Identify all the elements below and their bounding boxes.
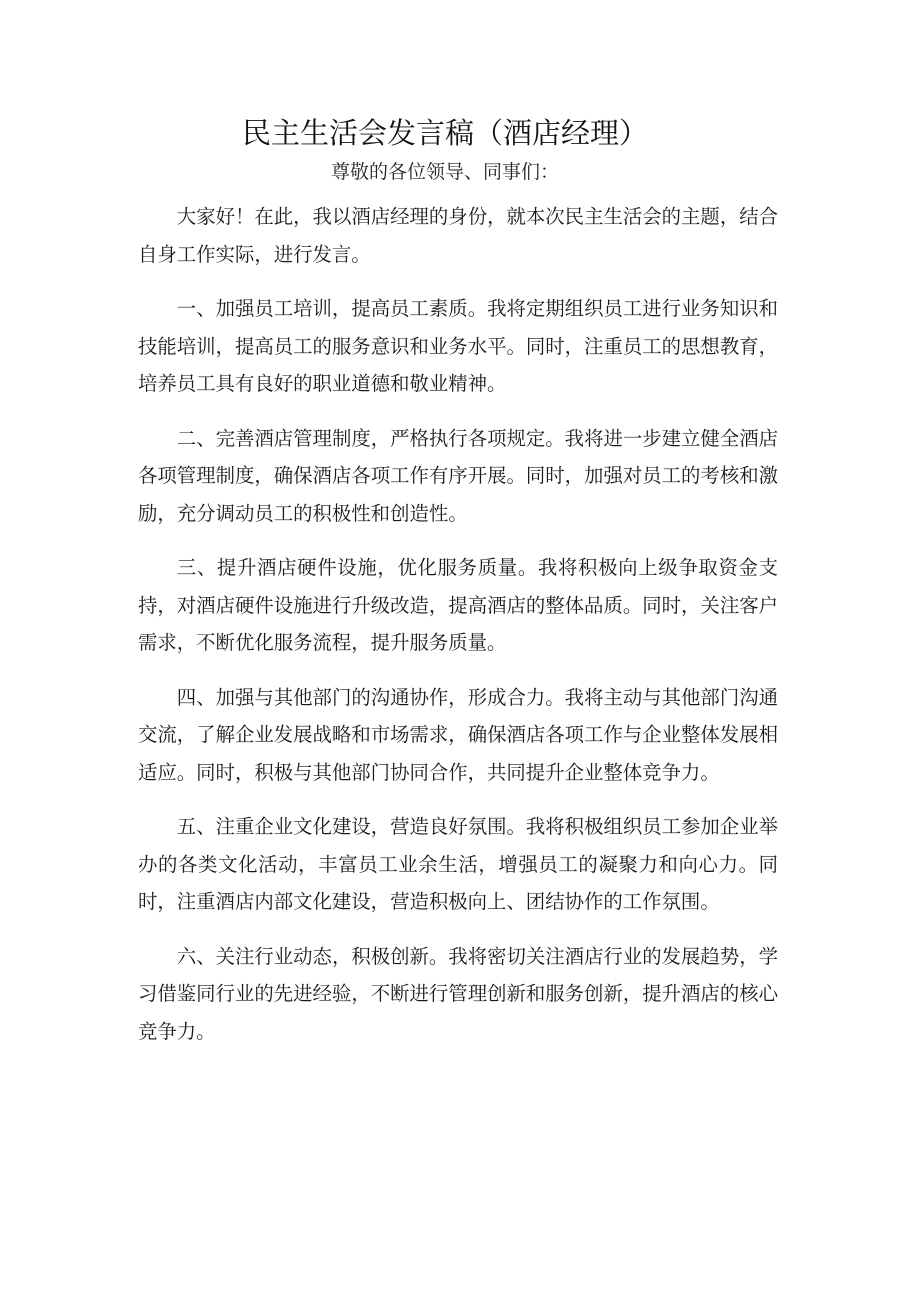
paragraph-intro: 大家好！在此，我以酒店经理的身份，就本次民主生活会的主题，结合自身工作实际，进行发言。 xyxy=(138,205,778,266)
greeting-line: 尊敬的各位领导、同事们： xyxy=(330,161,559,183)
paragraph-point-5: 五、注重企业文化建设，营造良好氛围。我将积极组织员工参加企业举办的各类文化活动，丰富员工业余生活，增强员工的凝聚力和向心力。同时，注重酒店内部文化建设，营造积极向上、团结协作的工作氛围。 xyxy=(138,815,778,913)
document-body xyxy=(138,198,778,1050)
paragraph-point-6: 六、关注行业动态，积极创新。我将密切关注酒店行业的发展趋势，学习借鉴同行业的先进经验，不断进行管理创新和服务创新，提升酒店的核心竞争力。 xyxy=(138,944,778,1043)
paragraph-point-3: 三、提升酒店硬件设施，优化服务质量。我将积极向上级争取资金支持，对酒店硬件设施进行升级改造，提高酒店的整体品质。同时，关注客户需求，不断优化服务流程，提升服务质量。 xyxy=(138,556,778,654)
paragraph-point-2: 二、完善酒店管理制度，严格执行各项规定。我将进一步建立健全酒店各项管理制度，确保酒店各项工作有序开展。同时，加强对员工的考核和激励，充分调动员工的积极性和创造性。 xyxy=(138,426,778,525)
paragraph-point-4: 四、加强与其他部门的沟通协作，形成合力。我将主动与其他部门沟通交流，了解企业发展战略和市场需求，确保酒店各项工作与企业整体发展相适应。同时，积极与其他部门协同合作，共同提升企业整体竞争力。 xyxy=(138,685,778,784)
paragraph-point-1: 一、加强员工培训，提高员工素质。我将定期组织员工进行业务知识和技能培训，提高员工的服务意识和业务水平。同时，注重员工的思想教育，培养员工具有良好的职业道德和敬业精神。 xyxy=(138,297,778,395)
document-title: 民主生活会发言稿（酒店经理） xyxy=(241,116,648,150)
